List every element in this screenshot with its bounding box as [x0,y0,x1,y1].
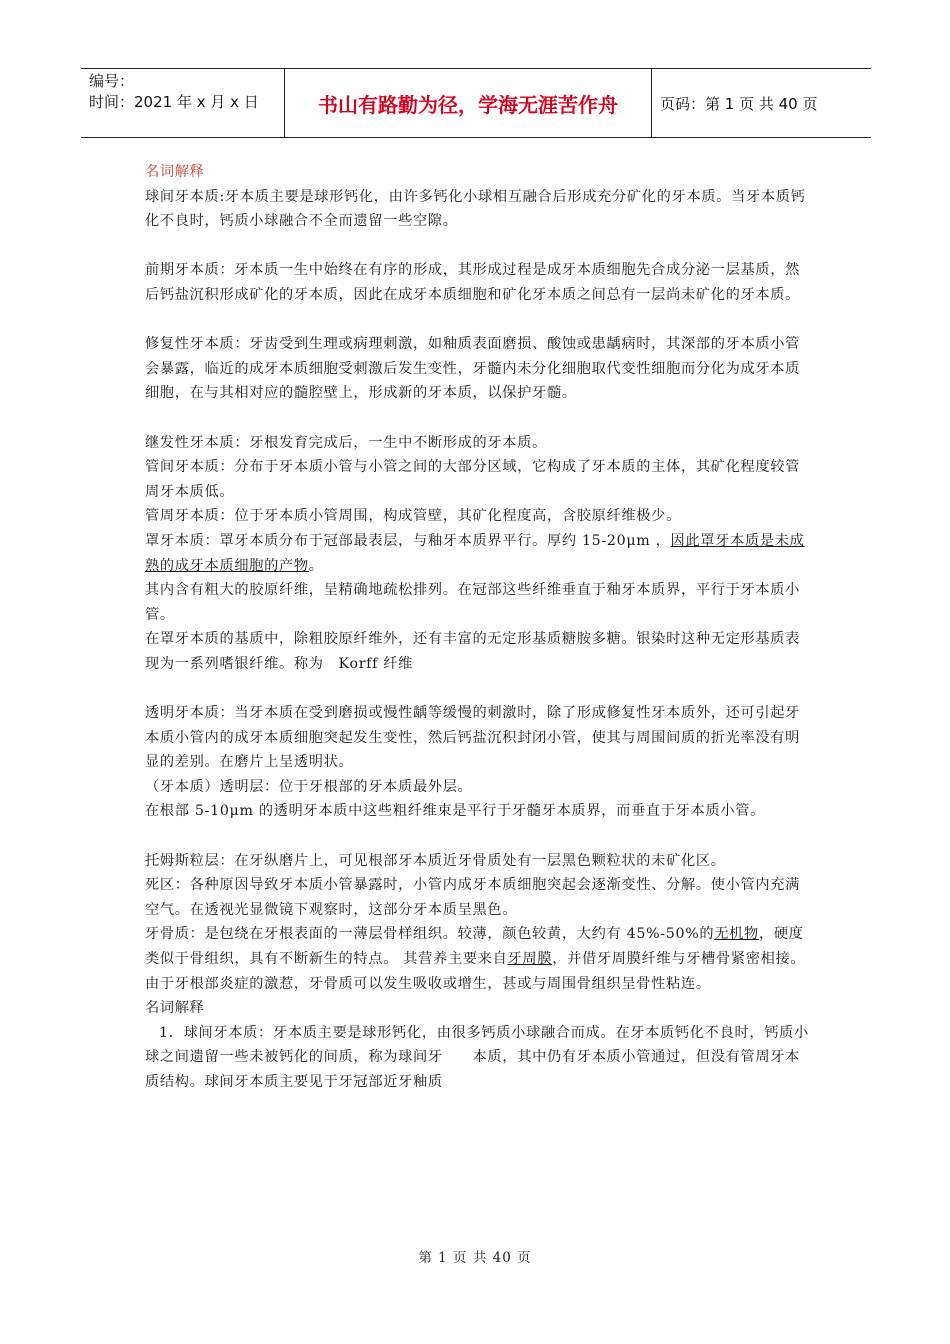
number-label: 编号： [89,72,135,90]
paragraph-intertubular-dentin: 管间牙本质：分布于牙本质小管与小管之间的大部分区域，它构成了牙本质的主体，其矿化程度较管周牙本质低。 [145,459,801,500]
page-header [81,68,871,138]
cementum-text-2: ，硬度类似于骨组织，具有不断新生的特点。 其营养主要来自 [145,926,804,967]
mantle-text: 罩牙本质：罩牙本质分布于冠部最表层，与釉牙本质界平行。厚约 15-20μm ， [145,532,671,549]
paragraph-sclerotic-dentin: 透明牙本质：当牙本质在受到磨损或慢性龋等缓慢的刺激时，除了形成修复性牙本质外，还可引起牙本质小管内的成牙本质细胞突起发生变性，然后钙盐沉积封闭小管，使其与周围间质的折光率没有明显的差别。在磨片上呈透明状。 [145,705,801,771]
section-heading: 名词解释 [145,164,205,180]
paragraph-peritubular-dentin: 管周牙本质：位于牙本质小管周围，构成管壁，其矿化程度高，含胶原纤维极少。 [145,508,681,525]
cementum-text-1: 牙骨质：是包绕在牙根表面的一薄层骨样组织。较薄，颜色较黄，大约有 45%-50%的 [145,926,715,943]
paragraph-tomes-granular-layer: 托姆斯粒层：在牙纵磨片上，可见根部牙本质近牙骨质处有一层黑色颗粒状的未矿化区。 [145,852,726,869]
paragraph-interglobular-dentin: 球间牙本质:牙本质主要是球形钙化，由许多钙化小球相互融合后形成充分矿化的牙本质。当牙本质钙化不良时，钙质小球融合不全而遗留一些空隙。 [145,188,806,230]
paragraph-mantle-dentin [145,529,813,578]
paragraph-cementum [145,922,813,996]
periodontal-ligament-link: 牙周膜 [507,951,553,967]
mantle-underlined-text: 因此罩牙本质是未成熟的成牙本质细胞的产物 [145,532,805,574]
date-label: 时间：2021 年 x 月 x 日 [89,93,259,111]
paragraph-korff-fibers: 在罩牙本质的基质中，除粗胶原纤维外，还有丰富的无定形基质糖胺多糖。银染时这种无定形基质表现为一系列嗜银纤维。称为 Korff 纤维 [145,631,801,672]
cementum-text-3: ，并借牙周膜纤维与牙槽骨紧密相接。由于牙根部炎症的激惹，牙骨质可以发生吸收或增生，甚或与周围骨组织呈骨性粘连。 [145,951,806,992]
header-meta [81,69,285,137]
paragraph-root-fibers: 在根部 5-10μm 的透明牙本质中这些粗纤维束是平行于牙髓牙本质界，而垂直于牙本质小管。 [145,803,766,820]
paragraph-collagen-fibers: 其内含有粗大的胶原纤维，呈精确地疏松排列。在冠部这些纤维垂直于釉牙本质界，平行于牙本质小管。 [145,582,801,623]
section-heading-2: 名词解释 [145,1000,205,1017]
paragraph-dead-tracts: 死区：各种原因导致牙本质小管暴露时，小管内成牙本质细胞突起会逐渐变性、分解。使小管内充满空气。在透视光显微镜下观察时，这部分牙本质呈黑色。 [145,877,801,918]
paragraph-numbered-1: 1．球间牙本质：牙本质主要是球形钙化，由很多钙质小球融合而成。在牙本质钙化不良时，钙质小球之间遗留一些未被钙化的间质，称为球间牙 本质，其中仍有牙本质小管通过，但没有管周牙本质结构。球间牙本质主要见于牙冠部近牙釉质 [145,1024,809,1090]
mantle-end: 。 [308,557,324,574]
inorganic-link: 无机物 [714,926,759,943]
paragraph-hyaline-layer: （牙本质）透明层：位于牙根部的牙本质最外层。 [145,778,473,795]
page-footer: 第 1 页 共 40 页 [418,1250,532,1266]
header-motto: 书山有路勤为径，学海无涯苦作舟 [285,69,652,137]
document-body [145,160,813,1095]
paragraph-predentin: 前期牙本质：牙本质一生中始终在有序的形成，其形成过程是成牙本质细胞先合成分泌一层基质，然后钙盐沉积形成矿化的牙本质，因此在成牙本质细胞和矿化牙本质之间总有一层尚未矿化的牙本质。 [145,262,801,303]
header-page-info: 页码：第 1 页 共 40 页 [660,94,818,113]
paragraph-reparative-dentin: 修复性牙本质：牙齿受到生理或病理刺激，如釉质表面磨损、酸蚀或患龋病时，其深部的牙本质小管会暴露，临近的成牙本质细胞受刺激后发生变性，牙髓内未分化细胞取代变性细胞而分化为成牙本质细胞，在与其相对应的髓腔壁上，形成新的牙本质，以保护牙髓。 [145,336,801,402]
paragraph-secondary-dentin: 继发性牙本质：牙根发育完成后，一生中不断形成的牙本质。 [145,434,547,451]
